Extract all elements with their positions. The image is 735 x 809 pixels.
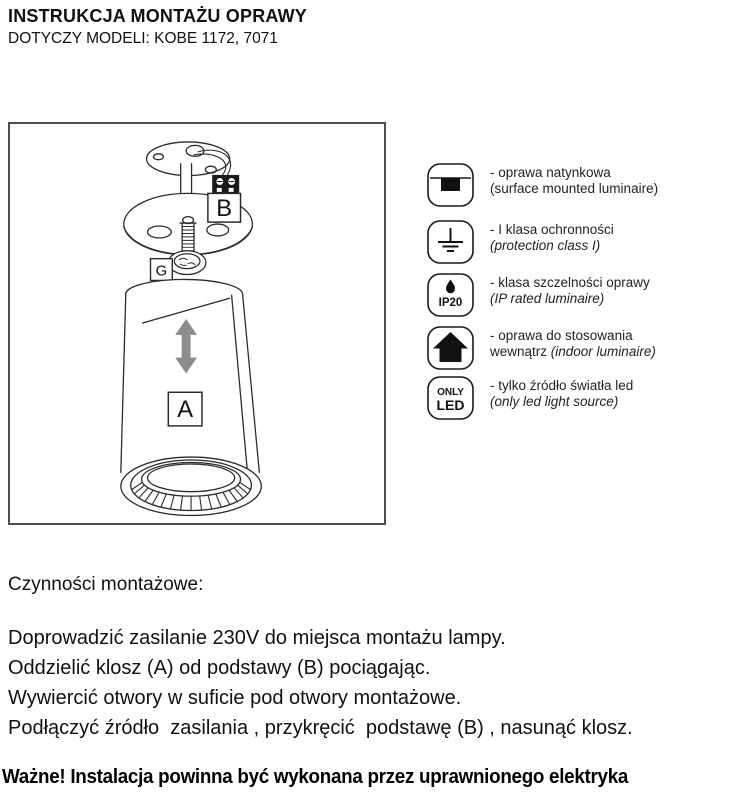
legend-text-pl: - klasa szczelności oprawy [490,275,650,290]
legend-row-surface-mounted [427,163,658,207]
legend-text-pl-2: wewnątrz [490,344,551,359]
led-badge-text: LED [436,397,465,413]
instructions-heading: Czynności montażowe: [8,574,204,595]
legend-text-en: (only led light source) [490,394,619,409]
legend-text-pl: - I klasa ochronności [490,222,614,237]
step-1: Doprowadzić zasilanie 230V do miejsca montażu lampy. [8,627,506,649]
only-badge-text: ONLY [437,387,464,398]
step-4: Podłączyć źródło zasilania , przykręcić podstawę (B) , nasunąć klosz. [8,717,633,739]
legend-text-en: wewnątrz (indoor luminaire) [490,344,656,359]
part-label-a: A [177,396,194,423]
step-3: Wywiercić otwory w suficie pod otwory montażowe. [8,687,462,709]
legend-row-indoor [427,326,656,370]
legend-row-ip-rating [427,273,650,317]
legend-text-pl: - oprawa natynkowa [490,165,611,180]
model-subtitle: DOTYCZY MODELI: KOBE 1172, 7071 [8,30,278,47]
legend-text-en: (surface mounted luminaire) [490,181,659,196]
luminaire-exploded-drawing [10,124,384,523]
surface-mounted-icon [427,163,474,207]
ip20-badge-text: IP20 [438,297,463,309]
electrician-warning: Ważne! Instalacja powinna być wykonana przez uprawnionego elektryka [2,766,629,788]
ip20-droplet-icon [427,273,474,317]
only-led-icon [427,376,474,420]
mounting-instructions [8,574,731,748]
step-2: Oddzielić klosz (A) od podstawy (B) pociągając. [8,657,431,679]
assembly-diagram [8,122,386,525]
legend-text-en: (IP rated luminaire) [490,291,605,306]
legend-text-en: (protection class I) [490,238,601,253]
legend-row-led-only [427,376,633,420]
page-title: INSTRUKCJA MONTAŻU OPRAWY [8,6,307,26]
legend-text-pl: - tylko źródło światła led [490,378,634,393]
legend-row-protection-class [427,220,614,264]
part-label-g: G [155,263,168,280]
indoor-house-icon [427,326,474,370]
header [8,6,307,48]
earth-ground-icon [427,220,474,264]
instruction-steps [8,628,731,739]
part-label-b: B [216,196,233,223]
legend-text-pl: - oprawa do stosowania [490,328,633,343]
